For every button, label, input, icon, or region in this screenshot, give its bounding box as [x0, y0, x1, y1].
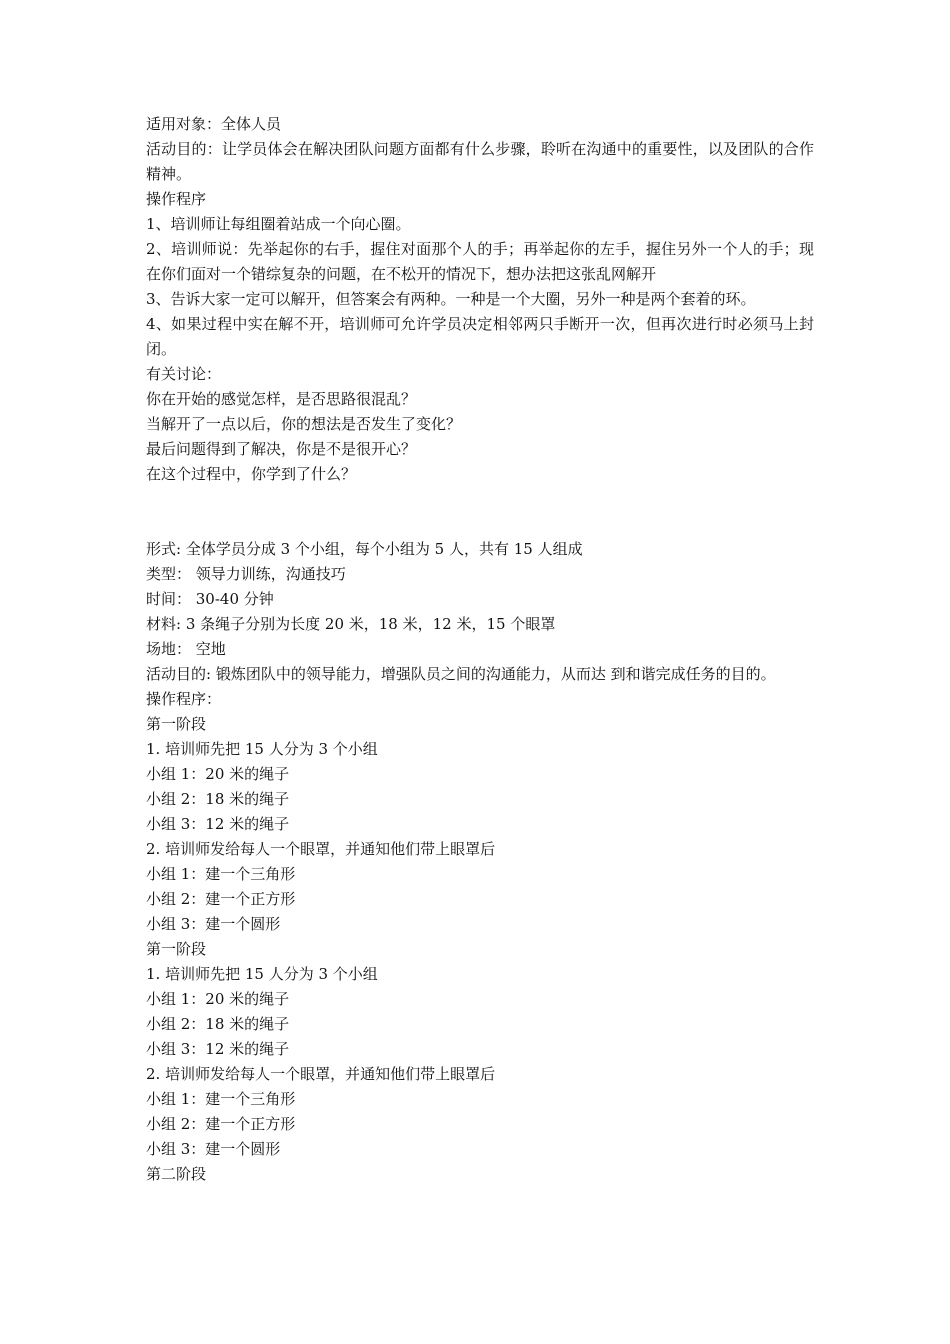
stage-heading: 第二阶段	[146, 1165, 207, 1183]
stage-heading: 第一阶段	[146, 715, 207, 733]
document-body	[146, 112, 814, 1187]
time-line: 时间： 30-40 分钟	[146, 590, 274, 608]
list-item: 1. 培训师先把 15 人分为 3 个小组	[146, 965, 378, 983]
section-knot-game	[146, 112, 814, 487]
discussion-question: 最后问题得到了解决，你是不是很开心？	[146, 440, 417, 458]
list-item: 小组 2：18 米的绳子	[146, 1015, 290, 1033]
procedure-heading: 操作程序：	[146, 690, 222, 708]
list-item: 小组 1：建一个三角形	[146, 865, 296, 883]
list-item: 小组 2：建一个正方形	[146, 1115, 296, 1133]
target-audience: 适用对象：全体人员	[146, 115, 282, 133]
list-item: 小组 2：18 米的绳子	[146, 790, 290, 808]
stage-heading: 第一阶段	[146, 940, 207, 958]
materials-line: 材料: 3 条绳子分别为长度 20 米，18 米，12 米，15 个眼罩	[146, 615, 556, 633]
activity-purpose: 活动目的：让学员体会在解决团队问题方面都有什么步骤，聆听在沟通中的重要性，以及团队的合作精神。	[146, 140, 814, 183]
list-item: 小组 3：建一个圆形	[146, 1140, 281, 1158]
procedure-step-2: 2、培训师说：先举起你的右手，握住对面那个人的手；再举起你的左手，握住另外一个人的手；现在你们面对一个错综复杂的问题，在不松开的情况下，想办法把这张乱网解开	[146, 240, 814, 283]
venue-line: 场地： 空地	[146, 640, 226, 658]
list-item: 小组 3：12 米的绳子	[146, 1040, 290, 1058]
list-item: 小组 2：建一个正方形	[146, 890, 296, 908]
section-rope-game	[146, 537, 814, 1187]
type-line: 类型： 领导力训练，沟通技巧	[146, 565, 346, 583]
list-item: 小组 3：建一个圆形	[146, 915, 281, 933]
list-item: 小组 3：12 米的绳子	[146, 815, 290, 833]
list-item: 小组 1：建一个三角形	[146, 1090, 296, 1108]
procedure-step-4: 4、如果过程中实在解不开，培训师可允许学员决定相邻两只手断开一次，但再次进行时必须马上封闭。	[146, 315, 814, 358]
section-spacer	[146, 487, 814, 537]
format-line: 形式: 全体学员分成 3 个小组，每个小组为 5 人，共有 15 人组成	[146, 540, 583, 558]
list-item: 2. 培训师发给每人一个眼罩，并通知他们带上眼罩后	[146, 1065, 496, 1083]
activity-purpose: 活动目的: 锻炼团队中的领导能力，增强队员之间的沟通能力，从而达 到和谐完成任务的目的。	[146, 665, 776, 683]
list-item: 小组 1：20 米的绳子	[146, 990, 290, 1008]
discussion-heading: 有关讨论：	[146, 365, 222, 383]
discussion-question: 在这个过程中，你学到了什么？	[146, 465, 357, 483]
list-item: 2. 培训师发给每人一个眼罩，并通知他们带上眼罩后	[146, 840, 496, 858]
procedure-step-3: 3、告诉大家一定可以解开，但答案会有两种。一种是一个大圈，另外一种是两个套着的环。	[146, 290, 756, 308]
discussion-question: 你在开始的感觉怎样，是否思路很混乱？	[146, 390, 417, 408]
procedure-step-1: 1、培训师让每组圈着站成一个向心圈。	[146, 215, 411, 233]
list-item: 1. 培训师先把 15 人分为 3 个小组	[146, 740, 378, 758]
list-item: 小组 1：20 米的绳子	[146, 765, 290, 783]
discussion-question: 当解开了一点以后，你的想法是否发生了变化？	[146, 415, 462, 433]
procedure-heading: 操作程序	[146, 190, 207, 208]
